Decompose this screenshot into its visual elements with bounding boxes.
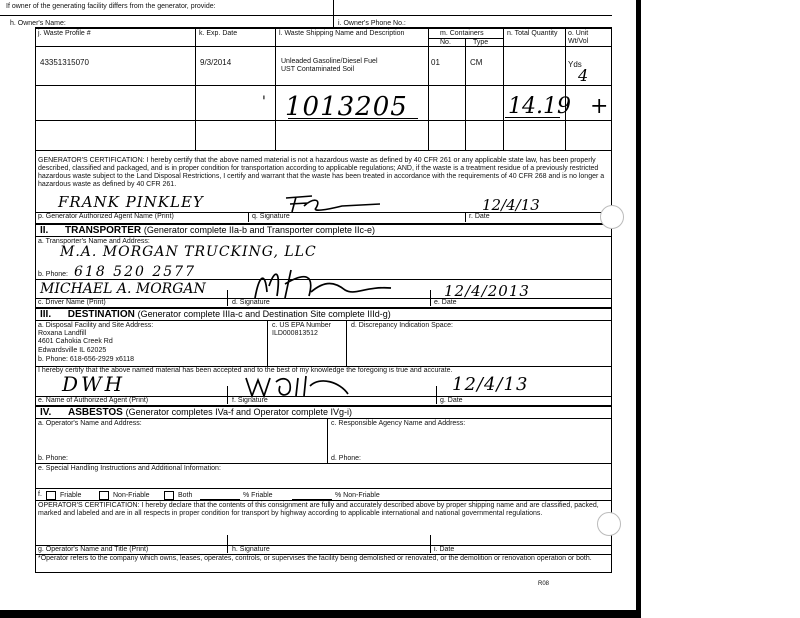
agency-name-label: c. Responsible Agency Name and Address:	[331, 420, 466, 427]
col-divider	[430, 535, 431, 553]
col-divider	[227, 386, 228, 404]
section-divider	[35, 418, 612, 419]
driver-name-handwritten: MICHAEL A. MORGAN	[40, 281, 206, 297]
row-shipping-name-2: UST Contaminated Soil	[281, 66, 355, 73]
header-containers-no: No.	[440, 39, 451, 46]
punch-hole	[597, 512, 621, 536]
header-total-qty: n. Total Quantity	[507, 30, 558, 37]
section-number: III.	[40, 309, 52, 320]
transporter-signature-label: d. Signature	[232, 299, 270, 306]
non-friable-label: Non-Friable	[113, 492, 150, 499]
operator-signature-label: h. Signature	[232, 546, 270, 553]
col-divider	[267, 320, 268, 366]
row-unit: Yds	[568, 60, 582, 69]
header-containers: m. Containers	[440, 30, 484, 37]
ticket-underline	[288, 118, 418, 119]
col-divider	[248, 212, 249, 222]
transporter-date-label: e. Date	[434, 299, 457, 306]
row-divider	[35, 85, 612, 86]
destination-certify-text: I hereby certify that the above named material has been accepted and to the best of my knowledge the foregoing is true and accurate.	[38, 367, 453, 374]
both-checkbox[interactable]	[164, 491, 174, 500]
section-subtitle: (Generator complete IIIa-c and Destination Site complete IIId-g)	[137, 309, 391, 319]
section-title: ASBESTOS	[67, 407, 123, 418]
row-exp-date: 9/3/2014	[200, 58, 232, 67]
destination-signature-label: f. Signature	[232, 397, 268, 404]
driver-name-label: c. Driver Name (Print)	[38, 299, 106, 306]
col-divider	[436, 386, 437, 404]
destination-date-handwritten: 12/4/13	[452, 374, 529, 395]
header-bottom-border	[35, 46, 612, 47]
special-handling-label: e. Special Handling Instructions and Additional Information:	[38, 465, 221, 472]
generator-signature-label: q. Signature	[252, 213, 290, 220]
header-unit: o. Unit Wt/Vol	[568, 30, 589, 45]
row-divider	[35, 298, 612, 299]
scan-border-right	[636, 0, 641, 618]
row-containers-no: 01	[431, 58, 440, 67]
percent-non-friable-label: % Non-Friable	[335, 492, 380, 499]
destination-agent-handwritten: DWH	[62, 372, 126, 396]
col-divider	[346, 320, 347, 366]
section-title: TRANSPORTER	[65, 225, 142, 236]
section-divider	[35, 236, 612, 237]
owner-note: If owner of the generating facility differs from the generator, provide:	[6, 3, 216, 10]
header-profile: j. Waste Profile #	[38, 30, 91, 37]
row-profile: 43351315070	[40, 58, 89, 67]
generator-agent-handwritten: FRANK PINKLEY	[58, 193, 204, 211]
owner-phone-label: i. Owner's Phone No.:	[338, 20, 406, 27]
punch-hole	[600, 205, 624, 229]
destination-date-label: g. Date	[440, 397, 463, 404]
destination-section-title	[40, 309, 391, 320]
generator-signature	[282, 192, 382, 214]
facility-phone: b. Phone: 618-656-2929 x6118	[38, 356, 135, 363]
transporter-date-handwritten: 12/4/2013	[444, 282, 530, 300]
row-divider	[35, 488, 612, 489]
row-shipping-name-1: Unleaded Gasoline/Diesel Fuel	[281, 58, 378, 65]
generator-date-handwritten: 12/4/13	[482, 196, 540, 214]
friable-row-label: f.	[38, 491, 42, 498]
driver-signature	[245, 266, 395, 302]
handwritten-plus: +	[590, 94, 609, 119]
divider	[333, 0, 334, 28]
handwritten-ticket-number: 1013205	[285, 92, 408, 122]
transporter-phone-label: b. Phone:	[38, 271, 68, 278]
col-divider	[465, 212, 466, 222]
row-divider	[35, 463, 612, 464]
col-divider	[430, 290, 431, 306]
operator-date-label: i. Date	[434, 546, 455, 553]
header-shipping-name: l. Waste Shipping Name and Description	[279, 30, 405, 37]
discrepancy-label: d. Discrepancy Indication Space:	[351, 322, 453, 329]
operator-name-label: a. Operator's Name and Address:	[38, 420, 142, 427]
friable-label: Friable	[60, 492, 82, 499]
section-number: II.	[40, 225, 49, 236]
scan-border-bottom	[0, 610, 641, 618]
form-left-border	[35, 150, 36, 572]
handwritten-tick: '	[262, 94, 266, 110]
col-divider	[327, 418, 328, 463]
section-subtitle: (Generator completes IVa-f and Operator complete IVg-i)	[125, 407, 353, 417]
handwritten-quantity: 14.19	[508, 94, 571, 119]
transporter-section-title	[40, 225, 375, 236]
section-divider	[35, 320, 612, 321]
asbestos-phone-b-label: b. Phone:	[38, 455, 68, 462]
form-bottom-border	[35, 572, 612, 573]
table-top-border	[35, 27, 612, 29]
col-divider	[465, 38, 466, 150]
transporter-phone-handwritten: 618 520 2577	[74, 264, 196, 280]
operator-name-title-label: g. Operator's Name and Title (Print)	[38, 546, 149, 553]
both-label: Both	[178, 492, 193, 499]
facility-line-1: Roxana Landfill	[38, 330, 87, 337]
section-subtitle: (Generator complete IIa-b and Transporter complete IIc-e)	[143, 225, 376, 235]
quantity-underline	[505, 117, 560, 118]
transporter-name-handwritten: M.A. MORGAN TRUCKING, LLC	[60, 244, 317, 260]
epa-number-label: c. US EPA Number	[272, 322, 332, 329]
generator-date-label: r. Date	[469, 213, 490, 220]
generator-agent-label: p. Generator Authorized Agent Name (Print)	[38, 213, 174, 220]
non-friable-checkbox[interactable]	[99, 491, 109, 500]
destination-agent-label: e. Name of Authorized Agent (Print)	[38, 397, 149, 404]
row-unit-handwritten: 4	[578, 66, 589, 85]
facility-line-3: Edwardsville IL 62025	[38, 347, 107, 354]
footer-code: R08	[538, 581, 550, 587]
friable-checkbox[interactable]	[46, 491, 56, 500]
percent-friable-label: % Friable	[243, 492, 273, 499]
row-divider	[35, 500, 612, 501]
transporter-name-label: a. Transporter's Name and Address:	[38, 238, 150, 245]
facility-label: a. Disposal Facility and Site Address:	[38, 322, 154, 329]
col-divider	[227, 290, 228, 306]
epa-number-value: ILD000813512	[272, 330, 318, 337]
header-exp-date: k. Exp. Date	[199, 30, 238, 37]
generator-certification: GENERATOR'S CERTIFICATION: I hereby certify that the above named material is not a hazardous waste as defined by 40 CFR 261 or any applicable state law, has been properly described, classified and packaged, and is in proper condition for transportation according to applicable regulations; AND, if the waste is a treatment residue of a previously restricted hazardous waste subject to the Land Disposal Restrictions, I certify and warrant that the waste has been treated in accordance with the requirements of 40 CFR 268 and is no longer a hazardous waste as defined by 40 CFR 261.	[38, 157, 605, 188]
facility-line-2: 4601 Cahokia Creek Rd	[38, 338, 113, 345]
operator-footnote: *Operator refers to the company which owns, leases, operates, controls, or supervises the facility being demolished or renovated, or the demolition or renovation operation or both.	[38, 555, 592, 562]
owner-name-label: h. Owner's Name:	[10, 20, 66, 27]
section-number: IV.	[40, 407, 52, 418]
operator-certification: OPERATOR'S CERTIFICATION: I hereby declare that the contents of this consignment are fully and accurately described above by proper shipping name and are classified, packed, marked and labeled and are in all respects in proper condition for transport by highway according to applicable international and national governmental regulations.	[38, 502, 599, 517]
row-containers-type: CM	[470, 58, 483, 67]
col-divider	[227, 535, 228, 553]
header-containers-type: Type	[473, 39, 489, 46]
table-bottom-border	[35, 150, 612, 151]
asbestos-section-title	[40, 407, 352, 418]
asbestos-phone-d-label: d. Phone:	[331, 455, 361, 462]
section-title: DESTINATION	[67, 309, 135, 320]
divider	[0, 15, 612, 16]
